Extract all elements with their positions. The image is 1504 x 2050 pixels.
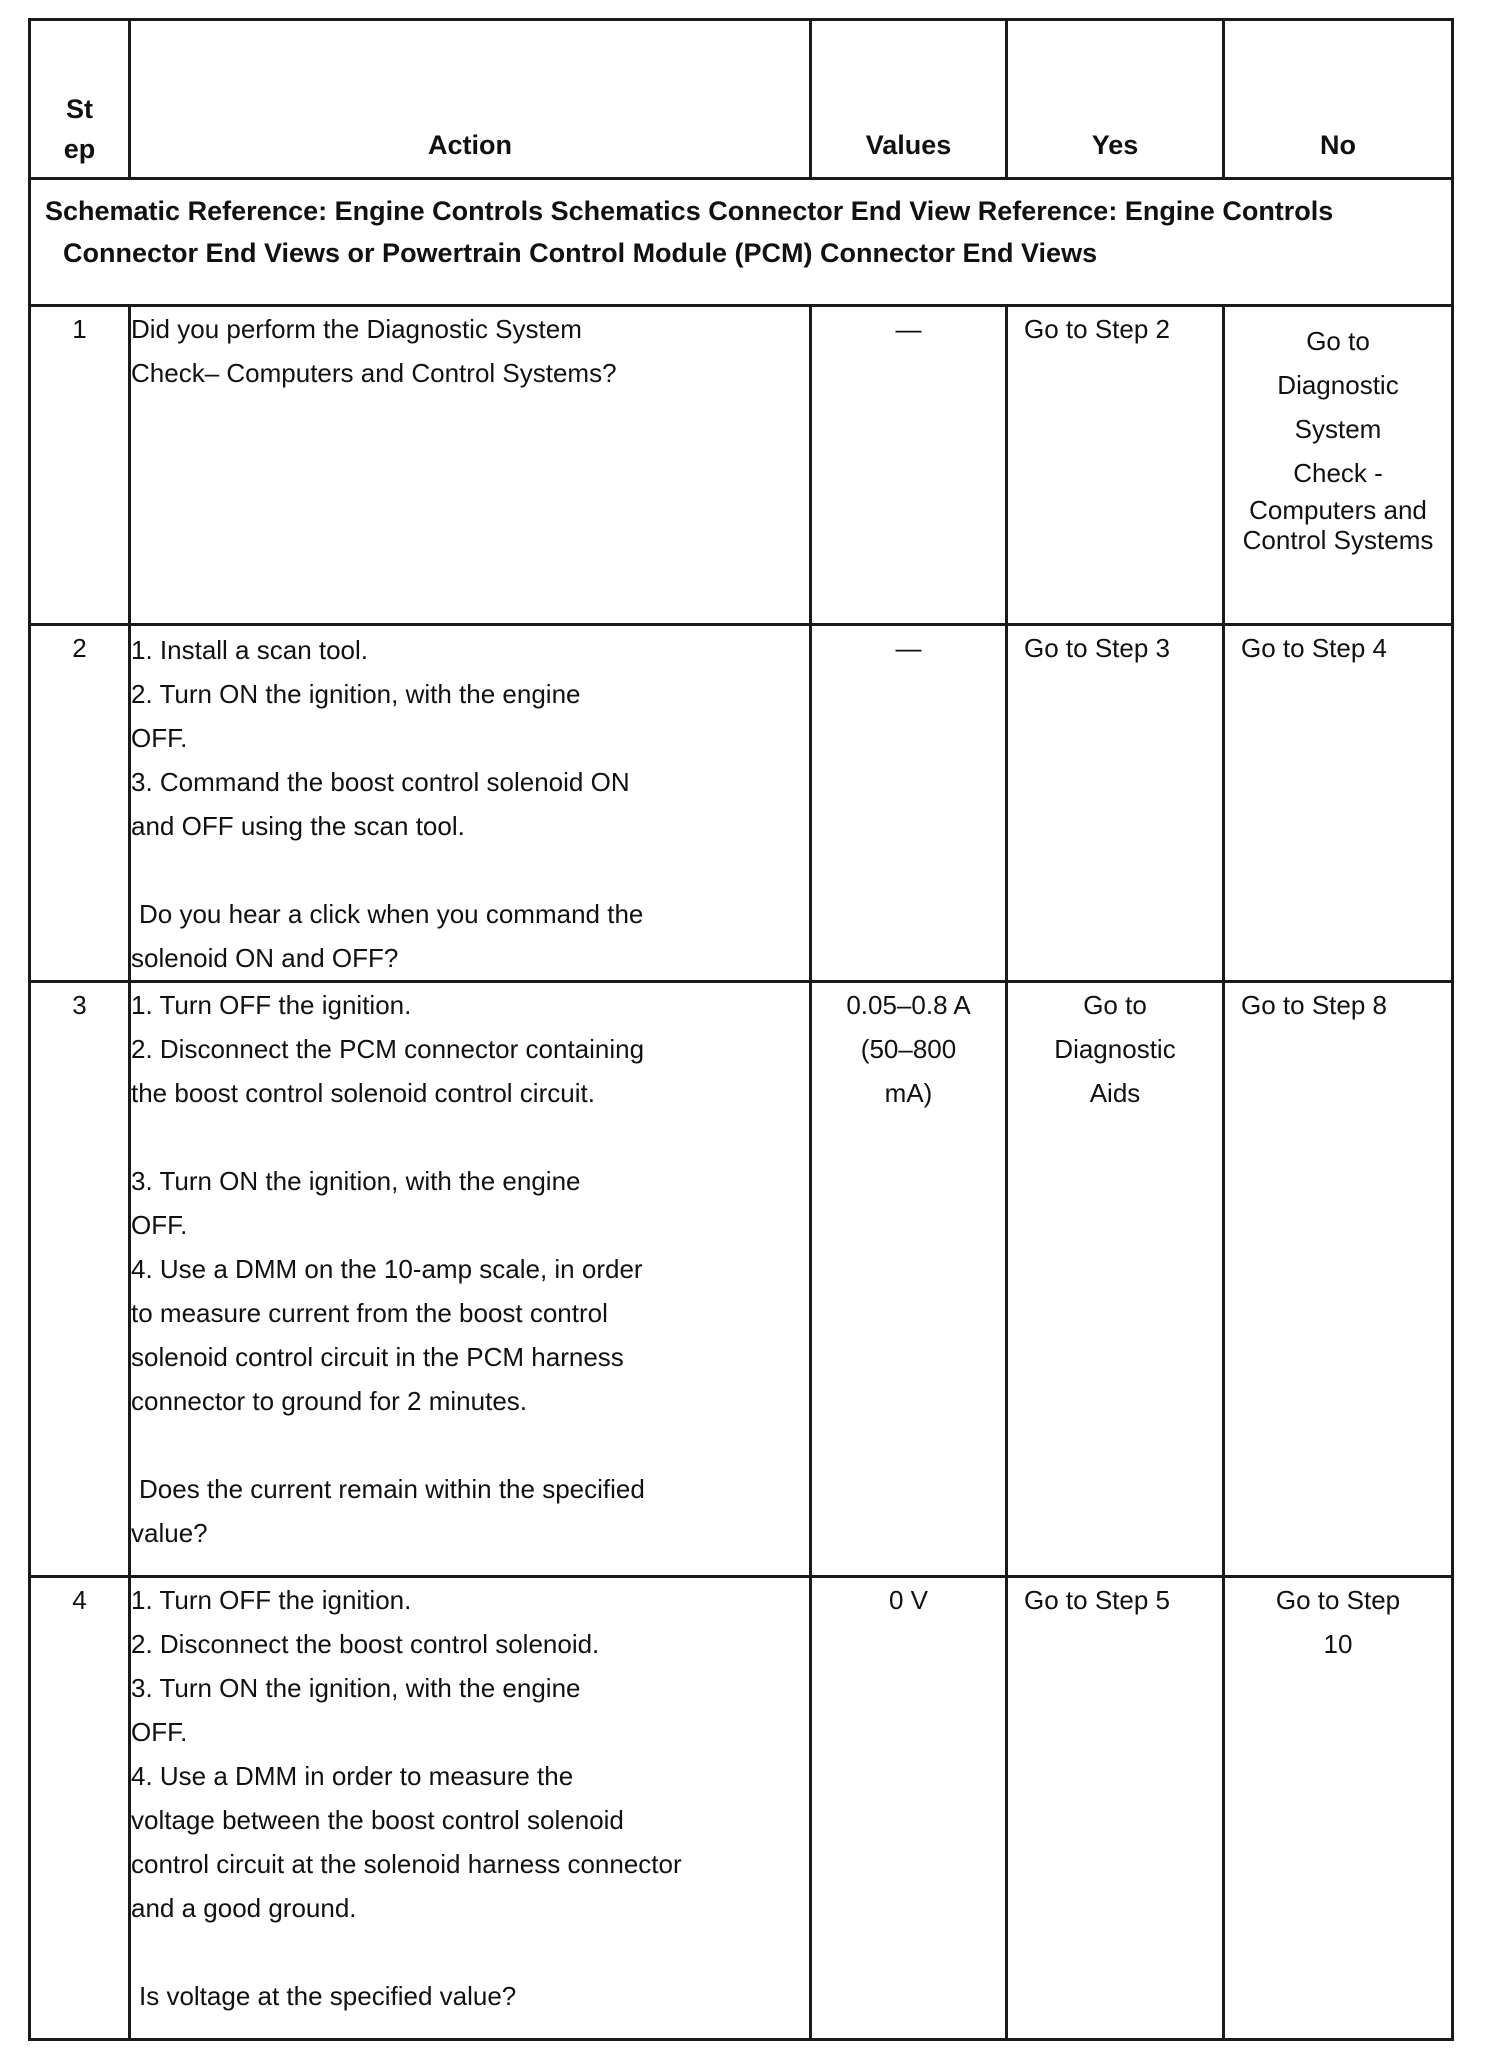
action-line: OFF. [131,1717,188,1747]
action-spacer [131,1423,809,1467]
step-header-line1: St [66,94,93,124]
action-spacer [131,1930,809,1974]
yes-line: Go to [1083,990,1147,1020]
no-line: Computers and [1249,495,1427,525]
action-cell [130,982,811,1577]
no-line: System [1294,414,1382,444]
action-line: and a good ground. [131,1893,357,1923]
action-cell [130,306,811,625]
step-number: 2 [30,625,130,982]
action-column-header: Action [130,20,811,179]
action-line: 3. Turn ON the ignition, with the engine [131,1166,581,1196]
action-line: OFF. [131,1210,188,1240]
no-line: Check - [1293,458,1383,488]
step-column-header [30,20,130,179]
no-cell [1224,306,1453,625]
action-line: voltage between the boost control solenoid [131,1805,624,1835]
value-line: mA) [884,1078,933,1108]
values-column-header: Values [811,20,1007,179]
action-line: 2. Disconnect the PCM connector containing [131,1034,645,1064]
table-row [30,1577,1453,2040]
action-line: connector to ground for 2 minutes. [131,1386,528,1416]
no-cell: Go to Step 4 [1224,625,1453,982]
value-line: (50–800 [860,1034,957,1064]
yes-line: Diagnostic [1054,1034,1176,1064]
action-line: the boost control solenoid control circuit. [131,1078,595,1108]
action-line: 4. Use a DMM in order to measure the [131,1761,574,1791]
no-line: 10 [1323,1629,1353,1659]
no-column-header: No [1224,20,1453,179]
table-row [30,982,1453,1577]
value-cell [811,982,1007,1577]
action-line: 3. Command the boost control solenoid ON [131,767,630,797]
action-line: value? [131,1518,208,1548]
action-line: control circuit at the solenoid harness connector [131,1849,682,1879]
step-header-line2: ep [63,134,96,164]
action-line: 3. Turn ON the ignition, with the engine [131,1673,581,1703]
yes-cell: Go to Step 3 [1007,625,1224,982]
yes-column-header: Yes [1007,20,1224,179]
action-line: Do you hear a click when you command the [139,899,644,929]
value-cell: 0 V [811,1577,1007,2040]
yes-cell: Go to Step 2 [1007,306,1224,625]
step-number: 4 [30,1577,130,2040]
value-cell: — [811,625,1007,982]
action-line: Did you perform the Diagnostic System [131,314,582,344]
no-line: Go to Step [1275,1585,1401,1615]
no-cell [1224,1577,1453,2040]
action-line: 1. Install a scan tool. [131,635,369,665]
reference-line2: Connector End Views or Powertrain Control Module (PCM) Connector End Views [63,238,1098,268]
action-spacer [131,1115,809,1159]
step-number: 3 [30,982,130,1577]
yes-cell [1007,982,1224,1577]
action-line: Check– Computers and Control Systems? [131,358,617,388]
action-cell [130,1577,811,2040]
action-line: 2. Disconnect the boost control solenoid. [131,1629,600,1659]
action-line: solenoid ON and OFF? [131,943,399,973]
action-line: OFF. [131,723,188,753]
table-row [30,306,1453,625]
action-line: to measure current from the boost control [131,1298,608,1328]
value-line: 0.05–0.8 A [846,990,971,1020]
action-line: 1. Turn OFF the ignition. [131,1585,412,1615]
diagnostic-table [28,18,1454,2041]
table-header-row [30,20,1453,179]
value-cell: — [811,306,1007,625]
action-line: and OFF using the scan tool. [131,811,465,841]
action-cell [130,625,811,982]
schematic-reference [30,179,1453,306]
action-line: Does the current remain within the specified [139,1474,645,1504]
step-number: 1 [30,306,130,625]
action-line: 1. Turn OFF the ignition. [131,990,412,1020]
no-cell: Go to Step 8 [1224,982,1453,1577]
schematic-reference-row [30,179,1453,306]
yes-line: Aids [1089,1078,1141,1108]
yes-cell: Go to Step 5 [1007,1577,1224,2040]
action-line: 4. Use a DMM on the 10-amp scale, in order [131,1254,643,1284]
reference-line1: Schematic Reference: Engine Controls Schematics Connector End View Reference: Engine Controls [45,196,1334,226]
action-line: solenoid control circuit in the PCM harness [131,1342,624,1372]
no-line: Diagnostic [1277,370,1399,400]
action-spacer [131,848,809,892]
no-line: Control Systems [1242,525,1434,555]
action-line: 2. Turn ON the ignition, with the engine [131,679,581,709]
no-line: Go to [1306,326,1370,356]
action-line: Is voltage at the specified value? [139,1981,517,2011]
table-row [30,625,1453,982]
